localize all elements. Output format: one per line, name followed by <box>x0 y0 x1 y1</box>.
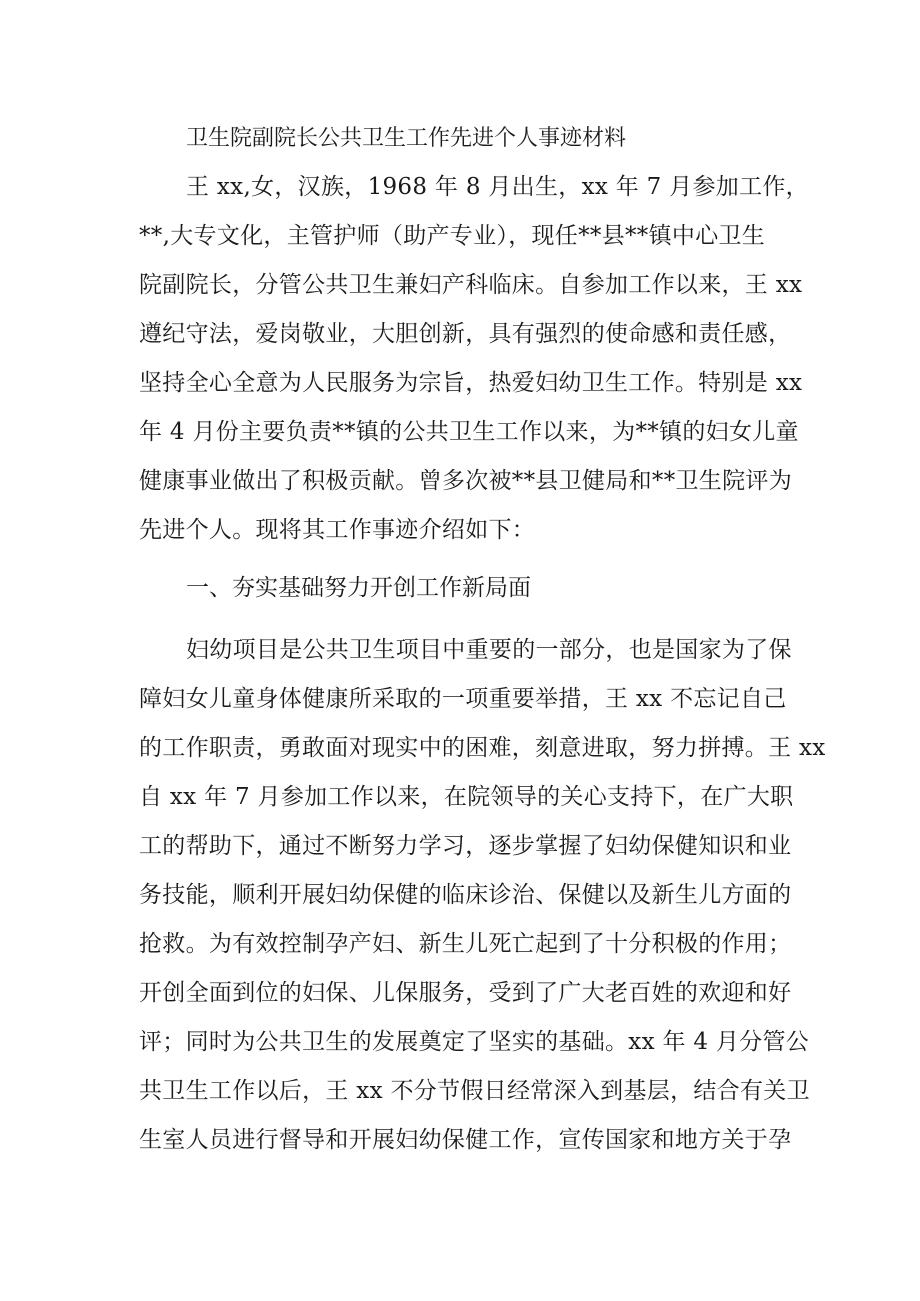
paragraph-line: 坚持全心全意为人民服务为宗旨，热爱妇幼卫生工作。特别是 xx <box>139 370 803 396</box>
paragraph-line: 的工作职责，勇敢面对现实中的困难，刻意进取，努力拼搏。王 xx <box>139 735 826 761</box>
paragraph-line: **,大专文化，主管护师（助产专业），现任**县**镇中心卫生 <box>139 223 766 249</box>
document-title: 卫生院副院长公共卫生工作先进个人事迹材料 <box>186 126 627 151</box>
paragraph-line: 王 xx,女，汉族，1968 年 8 月出生，xx 年 7 月参加工作， <box>186 174 809 200</box>
paragraph-line: 抢救。为有效控制孕产妇、新生儿死亡起到了十分积极的作用； <box>139 931 792 957</box>
paragraph-line: 评；同时为公共卫生的发展奠定了坚实的基础。xx 年 4 月分管公 <box>139 1029 810 1055</box>
paragraph-line: 生室人员进行督导和开展妇幼保健工作，宣传国家和地方关于孕 <box>139 1127 792 1153</box>
paragraph-line: 障妇女儿童身体健康所采取的一项重要举措，王 xx 不忘记自己 <box>139 686 787 712</box>
paragraph-line: 院副院长，分管公共卫生兼妇产科临床。自参加工作以来，王 xx <box>139 272 803 298</box>
paragraph-line: 工的帮助下，通过不断努力学习，逐步掌握了妇幼保健知识和业 <box>139 833 792 859</box>
paragraph-line: 健康事业做出了积极贡献。曾多次被**县卫健局和**卫生院评为 <box>139 468 792 494</box>
paragraph-line: 开创全面到位的妇保、儿保服务，受到了广大老百姓的欢迎和好 <box>139 980 792 1006</box>
paragraph-line: 年 4 月份主要负责**镇的公共卫生工作以来，为**镇的妇女儿童 <box>139 419 799 445</box>
section-heading: 一、夯实基础努力开创工作新局面 <box>186 575 531 601</box>
paragraph-line: 遵纪守法，爱岗敬业，大胆创新，具有强烈的使命感和责任感， <box>139 321 792 347</box>
paragraph-line: 务技能，顺利开展妇幼保健的临床诊治、保健以及新生儿方面的 <box>139 882 792 908</box>
paragraph-line: 共卫生工作以后，王 xx 不分节假日经常深入到基层，结合有关卫 <box>139 1078 810 1104</box>
paragraph-line: 妇幼项目是公共卫生项目中重要的一部分，也是国家为了保 <box>186 637 792 663</box>
paragraph-line: 自 xx 年 7 月参加工作以来，在院领导的关心支持下，在广大职 <box>139 784 794 810</box>
paragraph-line: 先进个人。现将其工作事迹介绍如下： <box>139 517 536 543</box>
